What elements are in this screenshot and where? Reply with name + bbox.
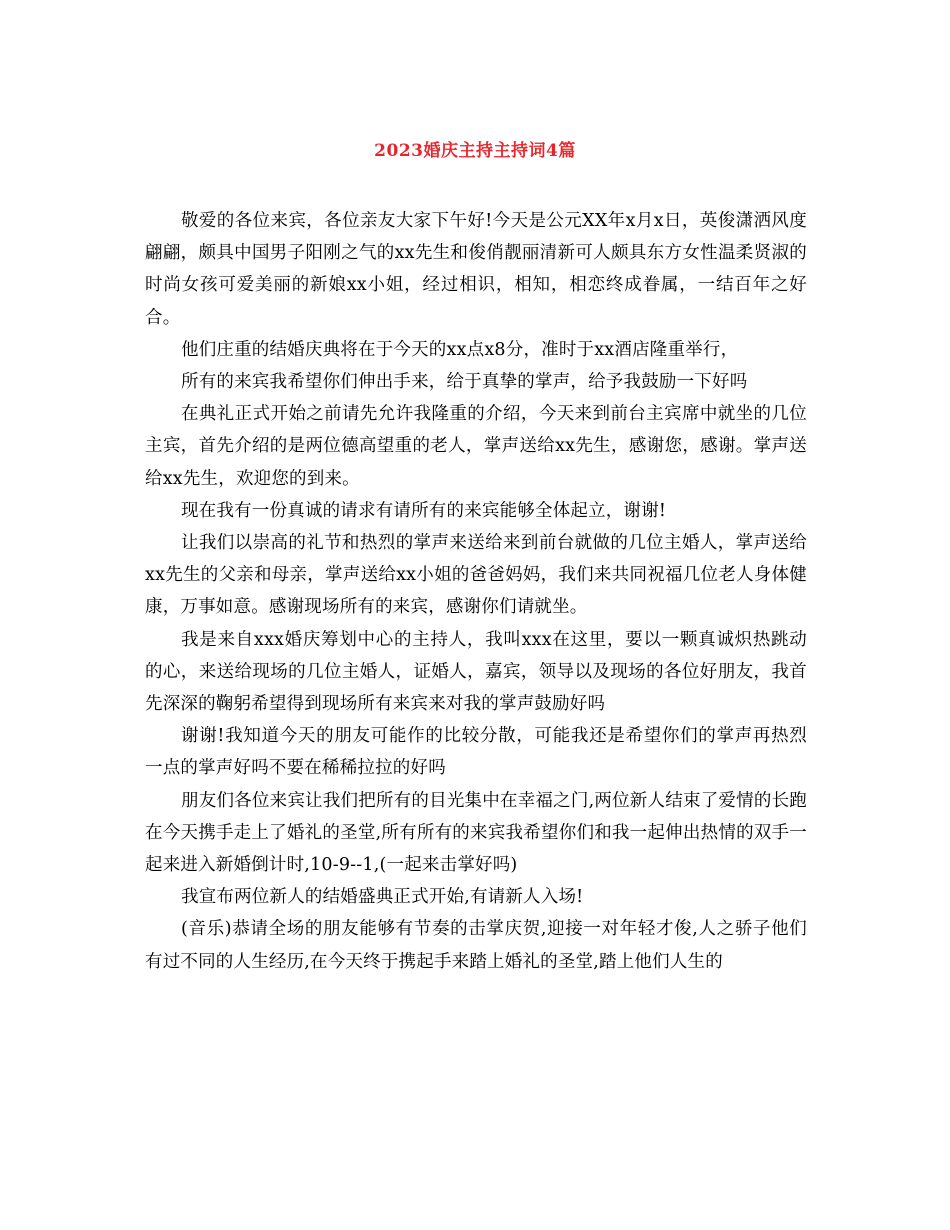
paragraph: (音乐)恭请全场的朋友能够有节奏的击掌庆贺,迎接一对年轻才俊,人之骄子他们有过不同的人生经历,在今天终于携起手来踏上婚礼的圣堂,踏上他们人生的 <box>145 919 807 972</box>
paragraph: 谢谢!我知道今天的朋友可能作的比较分散，可能我还是希望你们的掌声再热烈一点的掌声好吗不要在稀稀拉拉的好吗 <box>145 726 807 779</box>
document-title: 2023婚庆主持主持词4篇 <box>374 141 576 161</box>
paragraph: 敬爱的各位来宾，各位亲友大家下午好!今天是公元XX年x月x日，英俊潇洒风度翩翩，颇具中国男子阳刚之气的xx先生和俊俏靓丽清新可人颇具东方女性温柔贤淑的时尚女孩可爱美丽的新娘xx小姐，经过相识，相知，相恋终成眷属，一结百年之好合。 <box>145 211 807 328</box>
paragraph: 让我们以崇高的礼节和热烈的掌声来送给来到前台就做的几位主婚人，掌声送给xx先生的父亲和母亲，掌声送给xx小姐的爸爸妈妈，我们来共同祝福几位老人身体健康，万事如意。感谢现场所有的来宾，感谢你们请就坐。 <box>145 533 807 618</box>
paragraph: 朋友们各位来宾让我们把所有的目光集中在幸福之门,两位新人结束了爱情的长跑在今天携手走上了婚礼的圣堂,所有所有的来宾我希望你们和我一起伸出热情的双手一起来进入新婚倒计时,10-9--1,(一起来击掌好吗) <box>145 790 807 876</box>
paragraph: 现在我有一份真诚的请求有请所有的来宾能够全体起立，谢谢! <box>181 500 667 521</box>
paragraph: 我是来自xxx婚庆筹划中心的主持人，我叫xxx在这里，要以一颗真诚炽热跳动的心，来送给现场的几位主婚人，证婚人，嘉宾，领导以及现场的各位好朋友，我首先深深的鞠躬希望得到现场所有来宾来对我的掌声鼓励好吗 <box>145 629 807 715</box>
paragraph: 我宣布两位新人的结婚盛典正式开始,有请新人入场! <box>181 887 584 908</box>
paragraph: 在典礼正式开始之前请先允许我隆重的介绍，今天来到前台主宾席中就坐的几位主宾，首先介绍的是两位德高望重的老人，掌声送给xx先生，感谢您，感谢。掌声送给xx先生，欢迎您的到来。 <box>145 404 807 489</box>
document-body <box>145 205 807 978</box>
paragraph: 他们庄重的结婚庆典将在于今天的xx点x8分，准时于xx酒店隆重举行， <box>181 339 739 360</box>
paragraph: 所有的来宾我希望你们伸出手来，给于真挚的掌声，给予我鼓励一下好吗 <box>181 372 748 393</box>
